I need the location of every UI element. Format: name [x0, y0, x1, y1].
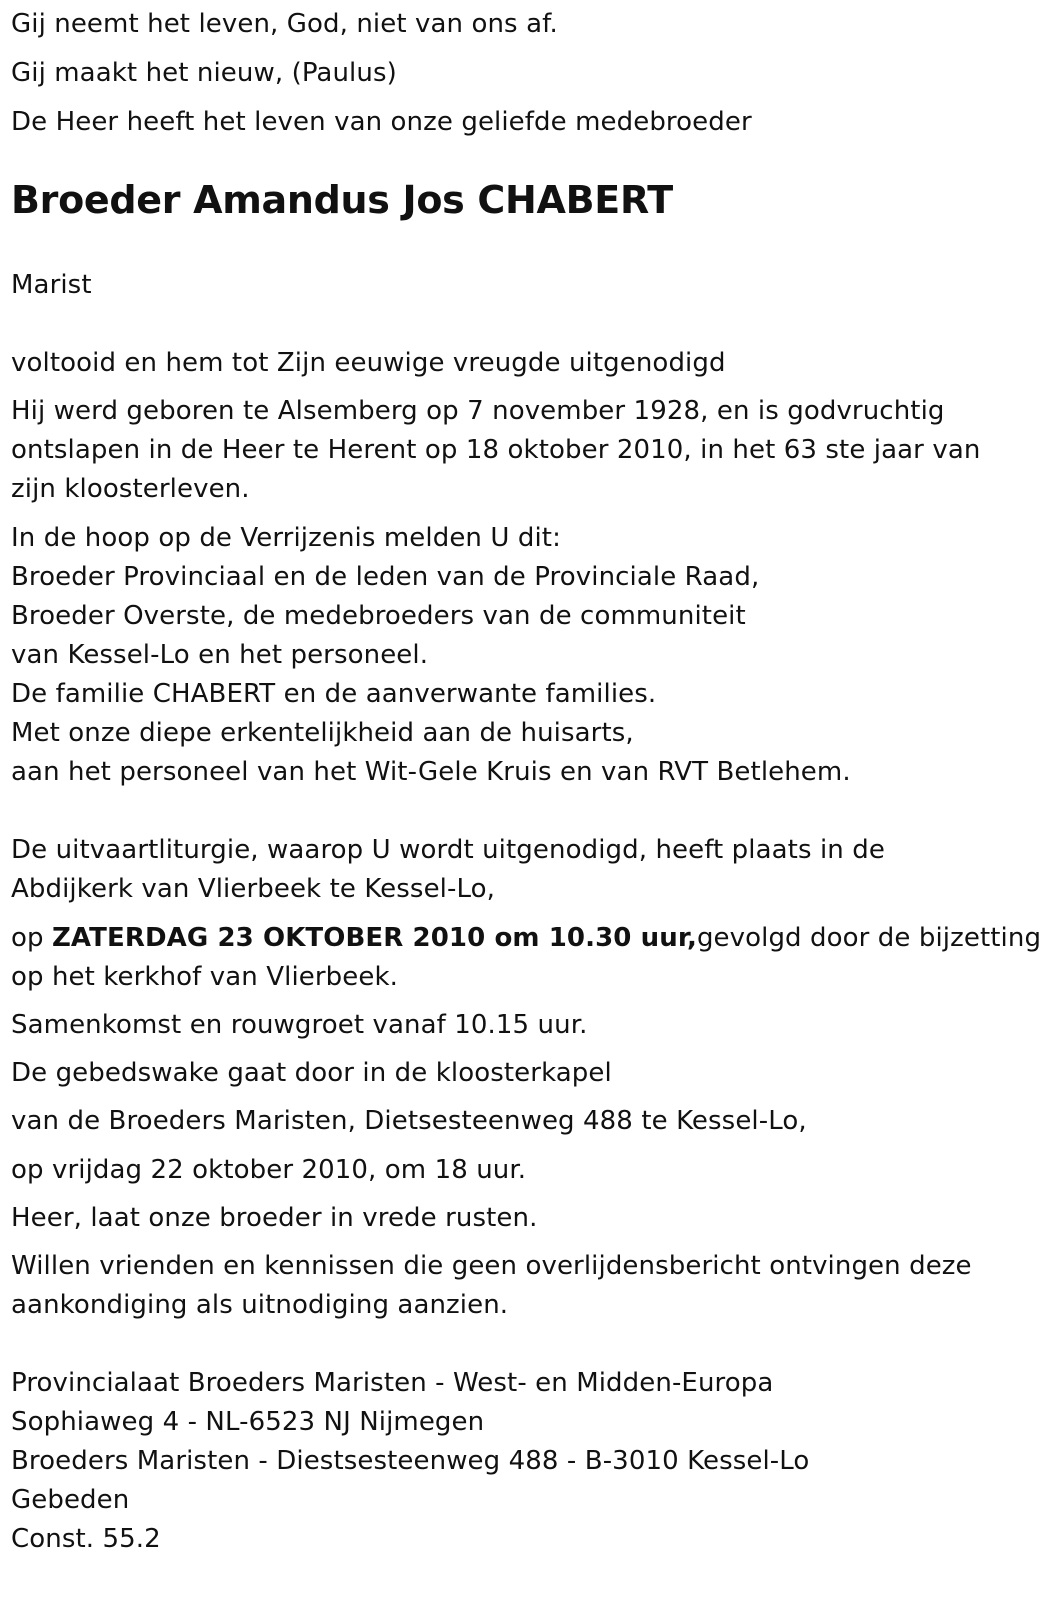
notification-line-3: Broeder Overste, de medebroeders van de communiteit	[11, 601, 746, 631]
liturgy-line-1: De uitvaartliturgie, waarop U wordt uitgenodigd, heeft plaats in de	[11, 835, 885, 865]
funeral-date-line	[11, 918, 1041, 958]
burial-line: op het kerkhof van Vlierbeek.	[11, 962, 398, 992]
notification-line-5: De familie CHABERT en de aanverwante families.	[11, 679, 657, 709]
notification-line-6: Met onze diepe erkentelijkheid aan de huisarts,	[11, 718, 634, 748]
gathering-line: Samenkomst en rouwgroet vanaf 10.15 uur.	[11, 1010, 588, 1040]
order-label: Marist	[11, 270, 92, 300]
vigil-line-2: van de Broeders Maristen, Dietsesteenweg 488 te Kessel-Lo,	[11, 1106, 807, 1136]
address-line-5: Const. 55.2	[11, 1524, 161, 1554]
address-line-2: Sophiaweg 4 - NL-6523 NJ Nijmegen	[11, 1407, 485, 1437]
liturgy-line-2: Abdijkerk van Vlierbeek te Kessel-Lo,	[11, 874, 495, 904]
intro-line-3: De Heer heeft het leven van onze geliefde medebroeder	[11, 107, 752, 137]
date-prefix: op	[11, 923, 52, 953]
address-line-3: Broeders Maristen - Diestsesteenweg 488 - B-3010 Kessel-Lo	[11, 1446, 810, 1476]
birth-death-line-3: zijn kloosterleven.	[11, 474, 250, 504]
notification-line-1: In de hoop op de Verrijzenis melden U dit:	[11, 523, 561, 553]
funeral-date: ZATERDAG 23 OKTOBER 2010 om 10.30 uur,	[51, 923, 697, 953]
vigil-line-3: op vrijdag 22 oktober 2010, om 18 uur.	[11, 1155, 527, 1185]
friends-line-1: Willen vrienden en kennissen die geen overlijdensbericht ontvingen deze	[11, 1251, 972, 1281]
vigil-line-1: De gebedswake gaat door in de kloosterkapel	[11, 1058, 612, 1088]
address-line-1: Provincialaat Broeders Maristen - West- en Midden-Europa	[11, 1368, 774, 1398]
intro-line-2: Gij maakt het nieuw, (Paulus)	[11, 58, 397, 88]
notification-line-4: van Kessel-Lo en het personeel.	[11, 640, 429, 670]
birth-death-line-2: ontslapen in de Heer te Herent op 18 oktober 2010, in het 63 ste jaar van	[11, 435, 981, 465]
notification-line-7: aan het personeel van het Wit-Gele Kruis en van RVT Betlehem.	[11, 757, 851, 787]
birth-death-line-1: Hij werd geboren te Alsemberg op 7 november 1928, en is godvruchtig	[11, 396, 945, 426]
notification-line-2: Broeder Provinciaal en de leden van de Provinciale Raad,	[11, 562, 760, 592]
deceased-name: Broeder Amandus Jos CHABERT	[11, 178, 673, 222]
completed-line: voltooid en hem tot Zijn eeuwige vreugde uitgenodigd	[11, 348, 726, 378]
prayer-line: Heer, laat onze broeder in vrede rusten.	[11, 1203, 538, 1233]
intro-line-1: Gij neemt het leven, God, niet van ons af.	[11, 9, 558, 39]
friends-line-2: aankondiging als uitnodiging aanzien.	[11, 1290, 509, 1320]
address-line-4: Gebeden	[11, 1485, 130, 1515]
date-suffix: gevolgd door de bijzetting	[696, 923, 1041, 953]
